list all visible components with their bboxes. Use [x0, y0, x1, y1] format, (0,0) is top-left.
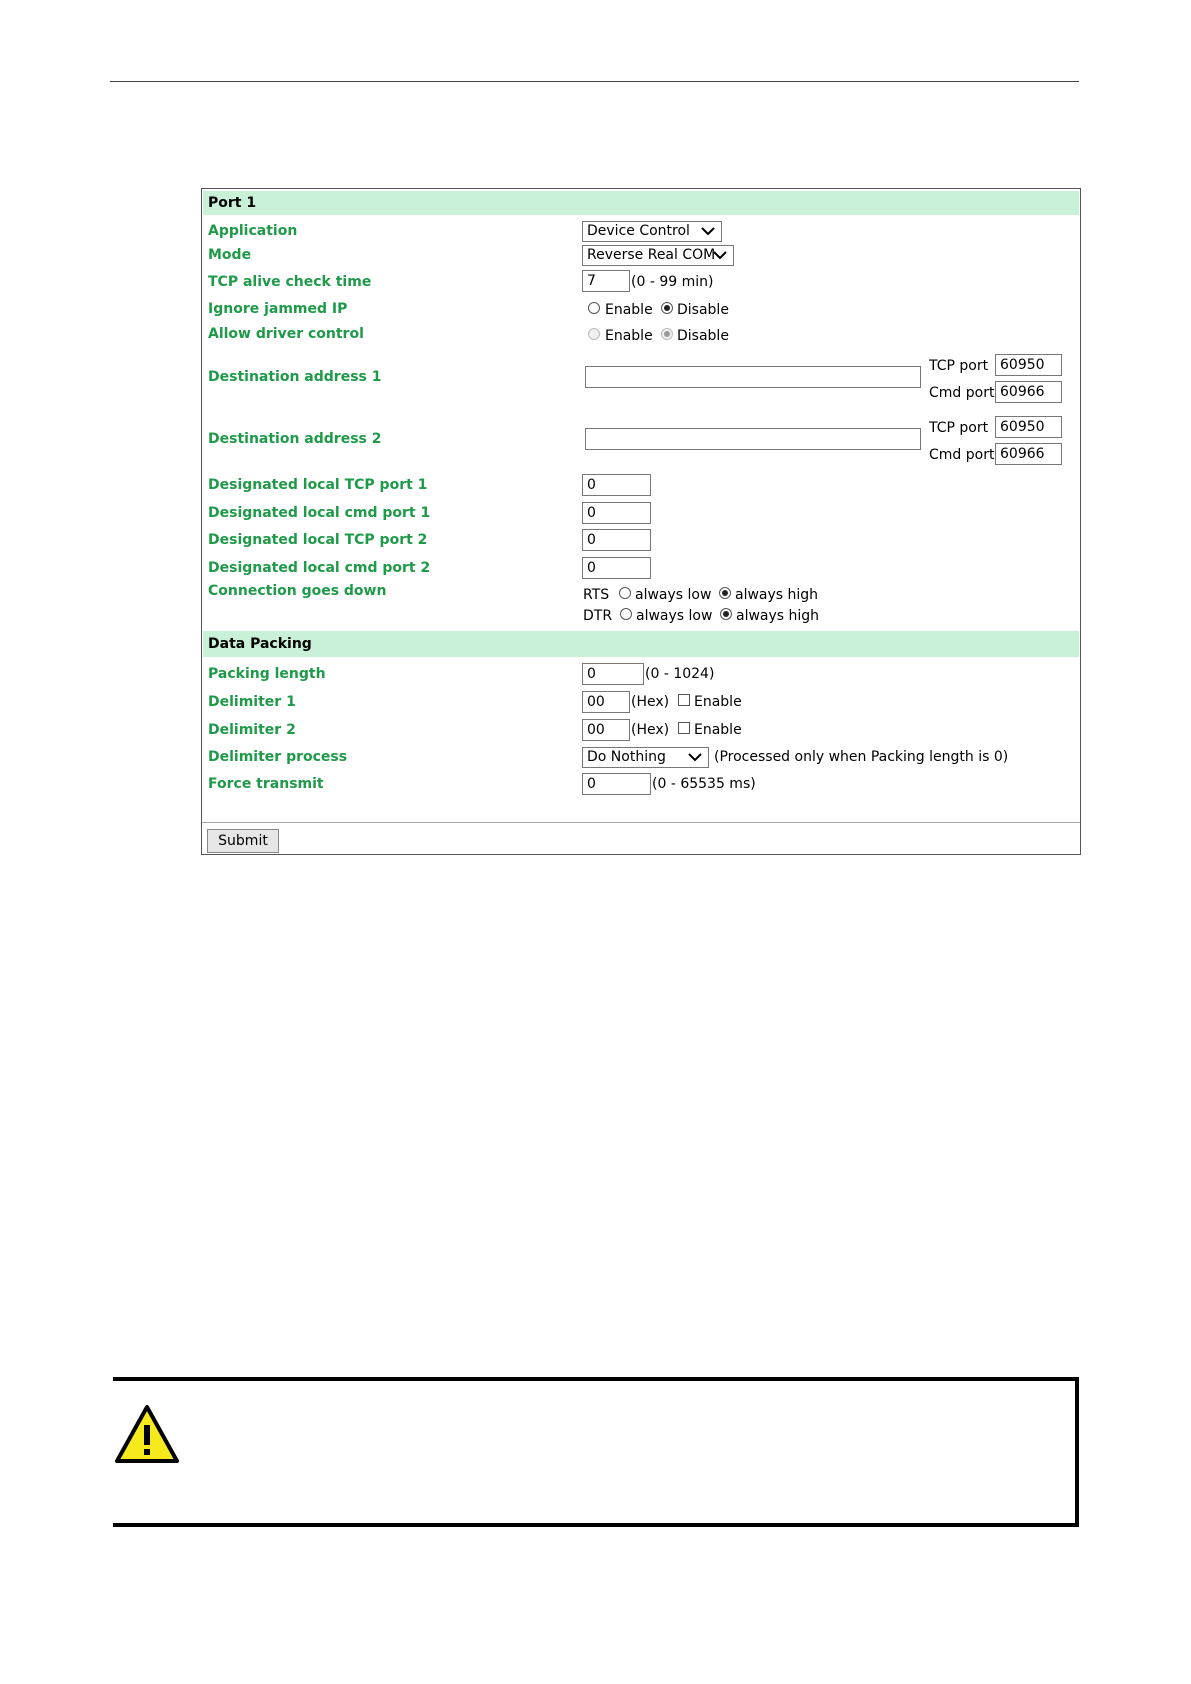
local-cmd-port-1-input[interactable] [582, 502, 651, 524]
delimiter-2-input[interactable] [582, 719, 630, 741]
packing-length-label: Packing length [208, 666, 326, 682]
tcp-alive-hint: (0 - 99 min) [631, 274, 714, 290]
connection-down-label: Connection goes down [208, 583, 387, 599]
ignore-jammed-enable-label: Enable [605, 302, 653, 318]
dtr-label: DTR [583, 608, 613, 624]
chevron-down-icon [712, 249, 728, 261]
ignore-jammed-ip-label: Ignore jammed IP [208, 301, 348, 317]
section-header-data-packing: Data Packing [203, 631, 1079, 657]
delimiter-1-enable-label: Enable [694, 694, 742, 710]
tcp-alive-label: TCP alive check time [208, 274, 372, 290]
rts-always-high-label: always high [735, 587, 819, 603]
form-divider [202, 822, 1080, 823]
destination-2-label: Destination address 2 [208, 431, 382, 447]
delimiter-process-label: Delimiter process [208, 749, 348, 765]
section-header-port: Port 1 [203, 191, 1079, 215]
rts-always-low-radio[interactable] [619, 587, 631, 599]
ignore-jammed-disable-radio[interactable] [661, 302, 673, 314]
destination-1-input[interactable] [585, 366, 921, 388]
destination-1-cmd-port-label: Cmd port [929, 385, 995, 401]
force-transmit-label: Force transmit [208, 776, 324, 792]
warning-triangle-icon [113, 1403, 181, 1465]
destination-1-tcp-port-input[interactable] [995, 354, 1062, 376]
destination-2-tcp-port-input[interactable] [995, 416, 1062, 438]
page-header-rule [110, 81, 1079, 82]
destination-1-label: Destination address 1 [208, 369, 382, 385]
chevron-down-icon [700, 225, 716, 237]
local-tcp-port-2-label: Designated local TCP port 2 [208, 532, 428, 548]
packing-length-input[interactable] [582, 663, 644, 685]
delimiter-1-enable-checkbox[interactable] [678, 694, 690, 706]
port-settings-panel [201, 188, 1081, 855]
mode-select[interactable]: Reverse Real COM [582, 245, 734, 266]
destination-2-tcp-port-label: TCP port [929, 420, 989, 436]
delimiter-process-select[interactable]: Do Nothing [582, 747, 709, 768]
delimiter-2-enable-checkbox[interactable] [678, 722, 690, 734]
local-tcp-port-1-input[interactable] [582, 474, 651, 496]
dtr-always-high-label: always high [736, 608, 820, 624]
chevron-down-icon [687, 751, 703, 763]
warning-notice-box [113, 1377, 1079, 1527]
local-cmd-port-1-label: Designated local cmd port 1 [208, 505, 431, 521]
dtr-always-high-radio[interactable] [720, 608, 732, 620]
delimiter-2-unit: (Hex) [631, 722, 670, 738]
application-label: Application [208, 223, 298, 239]
tcp-alive-input[interactable] [582, 270, 630, 292]
local-cmd-port-2-input[interactable] [582, 557, 651, 579]
force-transmit-input[interactable] [582, 773, 651, 795]
dtr-always-low-label: always low [636, 608, 713, 624]
destination-1-cmd-port-input[interactable] [995, 381, 1062, 403]
delimiter-1-unit: (Hex) [631, 694, 670, 710]
delimiter-process-hint: (Processed only when Packing length is 0) [714, 749, 1009, 765]
allow-driver-control-label: Allow driver control [208, 326, 364, 342]
ignore-jammed-disable-label: Disable [677, 302, 729, 318]
local-tcp-port-1-label: Designated local TCP port 1 [208, 477, 428, 493]
mode-label: Mode [208, 247, 252, 263]
submit-button[interactable]: Submit [207, 829, 279, 853]
force-transmit-hint: (0 - 65535 ms) [652, 776, 756, 792]
delimiter-2-enable-label: Enable [694, 722, 742, 738]
ignore-jammed-enable-radio[interactable] [588, 302, 600, 314]
rts-always-low-label: always low [635, 587, 712, 603]
destination-2-input[interactable] [585, 428, 921, 450]
destination-2-cmd-port-input[interactable] [995, 443, 1062, 465]
dtr-always-low-radio[interactable] [620, 608, 632, 620]
allow-driver-enable-label: Enable [605, 328, 653, 344]
delimiter-2-label: Delimiter 2 [208, 722, 296, 738]
local-cmd-port-2-label: Designated local cmd port 2 [208, 560, 431, 576]
packing-length-hint: (0 - 1024) [645, 666, 715, 682]
rts-always-high-radio[interactable] [719, 587, 731, 599]
allow-driver-disable-label: Disable [677, 328, 729, 344]
allow-driver-enable-radio[interactable] [588, 328, 600, 340]
destination-1-tcp-port-label: TCP port [929, 358, 989, 374]
rts-label: RTS [583, 587, 610, 603]
allow-driver-disable-radio[interactable] [661, 328, 673, 340]
delimiter-1-label: Delimiter 1 [208, 694, 296, 710]
delimiter-1-input[interactable] [582, 691, 630, 713]
application-select[interactable]: Device Control [582, 221, 722, 242]
destination-2-cmd-port-label: Cmd port [929, 447, 995, 463]
local-tcp-port-2-input[interactable] [582, 529, 651, 551]
